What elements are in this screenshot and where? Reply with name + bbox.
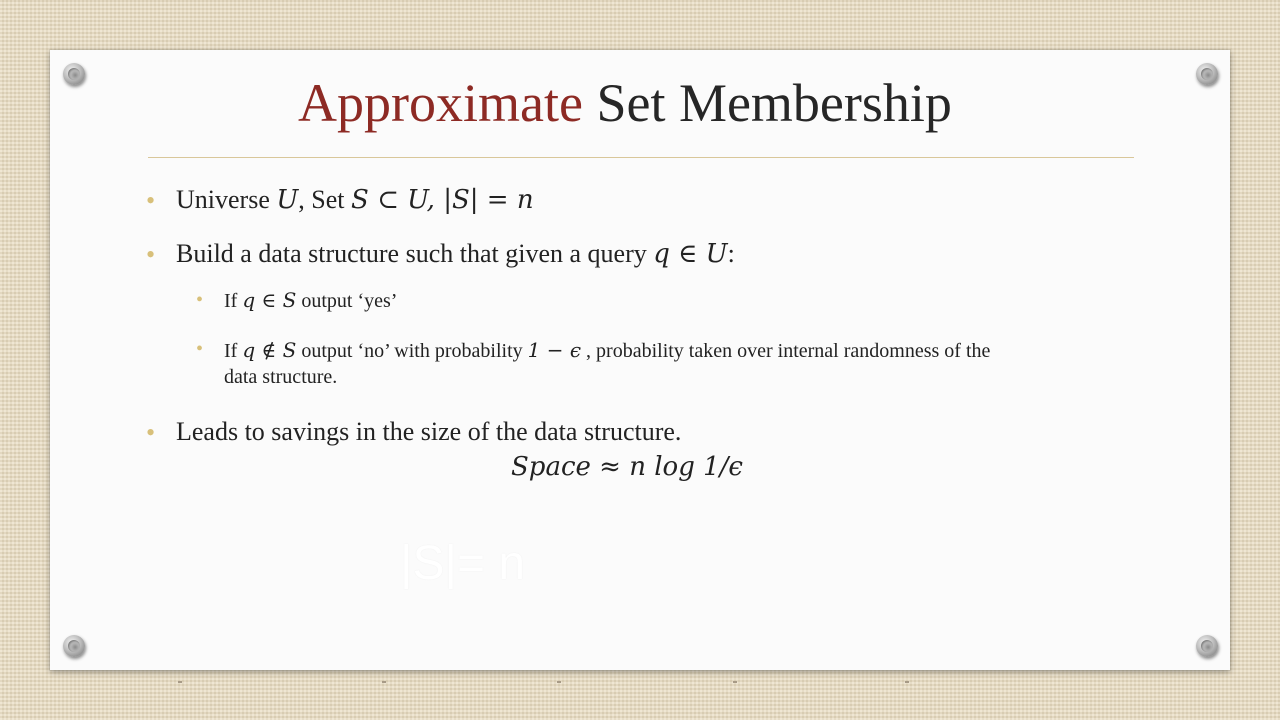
title-divider	[148, 157, 1134, 158]
sub-bullet-dot-icon: •	[196, 338, 204, 360]
sub-bullet-yes: If q ∈ S output ‘yes’	[224, 288, 398, 312]
pushpin-icon	[63, 635, 85, 657]
pushpin-icon	[63, 63, 85, 85]
background-mark	[382, 681, 386, 683]
bullet-savings: Leads to savings in the size of the data structure.	[176, 417, 682, 446]
background-mark	[905, 681, 909, 683]
background-mark	[733, 681, 737, 683]
bullet-dot-icon: •	[146, 186, 156, 215]
sub-bullet-no: If q ∉ S output ‘no’ with probability 1 − ϵ , probability taken over internal randomness of the data structure.	[224, 338, 991, 389]
bullet-dot-icon: •	[146, 418, 156, 447]
background-mark	[557, 681, 561, 683]
bullet-dot-icon: •	[146, 240, 156, 269]
space-formula: Space ≈ n log 1/ϵ	[511, 452, 743, 482]
pushpin-icon	[1196, 635, 1218, 657]
title-rest: Set Membership	[596, 73, 952, 133]
background-mark	[178, 681, 182, 683]
pushpin-icon	[1196, 63, 1218, 85]
ghost-text: |S|= n	[400, 537, 526, 590]
bullet-build: Build a data structure such that given a query q ∈ U:	[176, 239, 735, 269]
slide-title	[298, 72, 952, 134]
sub-bullet-dot-icon: •	[196, 289, 204, 311]
bullet-universe: Universe U, Set S ⊂ U, |S| = n	[176, 185, 534, 215]
title-accent: Approximate	[298, 73, 583, 133]
